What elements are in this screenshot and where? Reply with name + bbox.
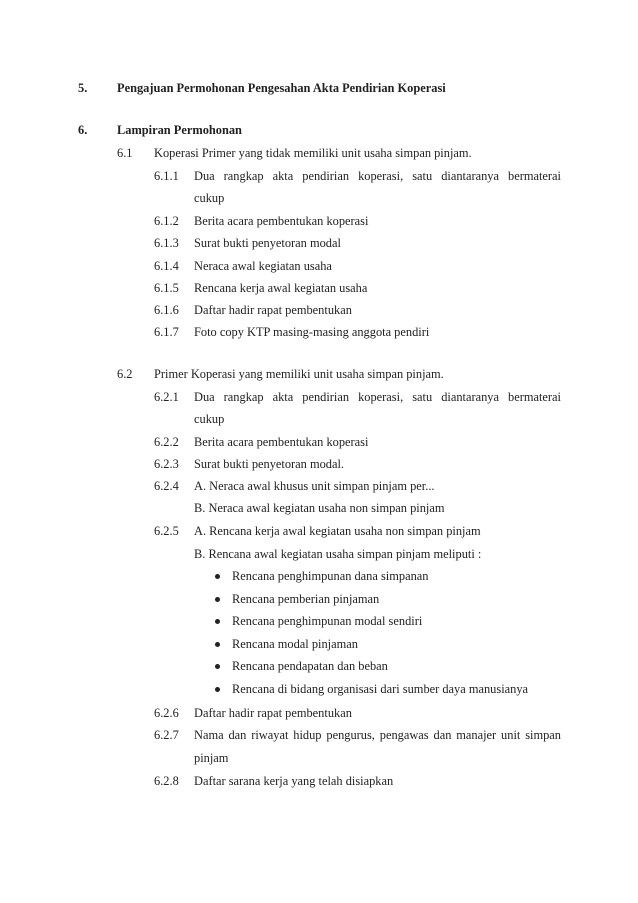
item-6-1-1-text: Dua rangkap akta pendirian koperasi, satu diantaranya bermaterai (194, 169, 561, 183)
item-6-2-7-text: Nama dan riwayat hidup pengurus, pengawas dan manajer unit simpan (194, 728, 561, 742)
item-6-1-1-continuation: cukup (194, 191, 225, 205)
item-6-2-7-continuation: pinjam (194, 751, 229, 765)
bullet-icon (215, 664, 220, 669)
item-6-2-1-continuation: cukup (194, 412, 225, 426)
subsection-6-1-text: Koperasi Primer yang tidak memiliki unit usaha simpan pinjam. (154, 146, 472, 160)
item-6-1-3-text: Surat bukti penyetoran modal (194, 236, 341, 250)
item-6-2-5-b: B. Rencana awal kegiatan usaha simpan pinjam meliputi : (194, 547, 482, 561)
item-6-1-6-text: Daftar hadir rapat pembentukan (194, 303, 352, 317)
item-6-2-3-text: Surat bukti penyetoran modal. (194, 457, 345, 471)
section-5-number: 5. (78, 81, 88, 95)
subsection-6-2-text: Primer Koperasi yang memiliki unit usaha simpan pinjam. (154, 367, 444, 381)
section-6-number: 6. (78, 123, 88, 137)
bullet-item: Rencana penghimpunan dana simpanan (232, 569, 429, 583)
item-6-2-8-number: 6.2.8 (154, 774, 179, 788)
section-5-title: Pengajuan Permohonan Pengesahan Akta Pendirian Koperasi (117, 81, 446, 95)
bullet-item: Rencana di bidang organisasi dari sumber daya manusianya (232, 682, 529, 696)
bullet-icon (215, 687, 220, 692)
item-6-1-2-text: Berita acara pembentukan koperasi (194, 214, 369, 228)
item-6-2-5-number: 6.2.5 (154, 524, 179, 538)
item-6-2-1-text: Dua rangkap akta pendirian koperasi, satu diantaranya bermaterai (194, 390, 561, 404)
item-6-2-8-text: Daftar sarana kerja yang telah disiapkan (194, 774, 394, 788)
item-6-2-2-text: Berita acara pembentukan koperasi (194, 435, 369, 449)
item-6-2-1-number: 6.2.1 (154, 390, 179, 404)
bullet-item: Rencana modal pinjaman (232, 637, 358, 651)
bullet-icon (215, 574, 220, 579)
item-6-2-4-a: A. Neraca awal khusus unit simpan pinjam per... (194, 479, 435, 493)
item-6-2-4-number: 6.2.4 (154, 479, 179, 493)
subsection-6-1-number: 6.1 (117, 146, 133, 160)
item-6-1-5-text: Rencana kerja awal kegiatan usaha (194, 281, 368, 295)
item-6-1-5-number: 6.1.5 (154, 281, 179, 295)
bullet-item: Rencana pendapatan dan beban (232, 659, 388, 673)
subsection-6-2-number: 6.2 (117, 367, 133, 381)
item-6-2-6-number: 6.2.6 (154, 706, 179, 720)
item-6-1-3-number: 6.1.3 (154, 236, 179, 250)
bullet-item: Rencana pemberian pinjaman (232, 592, 380, 606)
item-6-2-7-number: 6.2.7 (154, 728, 179, 742)
item-6-2-5-a: A. Rencana kerja awal kegiatan usaha non simpan pinjam (194, 524, 481, 538)
item-6-1-4-number: 6.1.4 (154, 259, 179, 273)
item-6-2-4-b: B. Neraca awal kegiatan usaha non simpan pinjam (194, 501, 445, 515)
item-6-1-7-text: Foto copy KTP masing-masing anggota pendiri (194, 325, 430, 339)
bullet-icon (215, 619, 220, 624)
item-6-1-4-text: Neraca awal kegiatan usaha (194, 259, 332, 273)
item-6-1-2-number: 6.1.2 (154, 214, 179, 228)
item-6-2-2-number: 6.2.2 (154, 435, 179, 449)
item-6-1-1-number: 6.1.1 (154, 169, 179, 183)
item-6-2-3-number: 6.2.3 (154, 457, 179, 471)
bullet-icon (215, 597, 220, 602)
bullet-icon (215, 642, 220, 647)
item-6-2-6-text: Daftar hadir rapat pembentukan (194, 706, 352, 720)
item-6-1-6-number: 6.1.6 (154, 303, 179, 317)
item-6-1-7-number: 6.1.7 (154, 325, 179, 339)
section-6-title: Lampiran Permohonan (117, 123, 242, 137)
bullet-item: Rencana penghimpunan modal sendiri (232, 614, 423, 628)
